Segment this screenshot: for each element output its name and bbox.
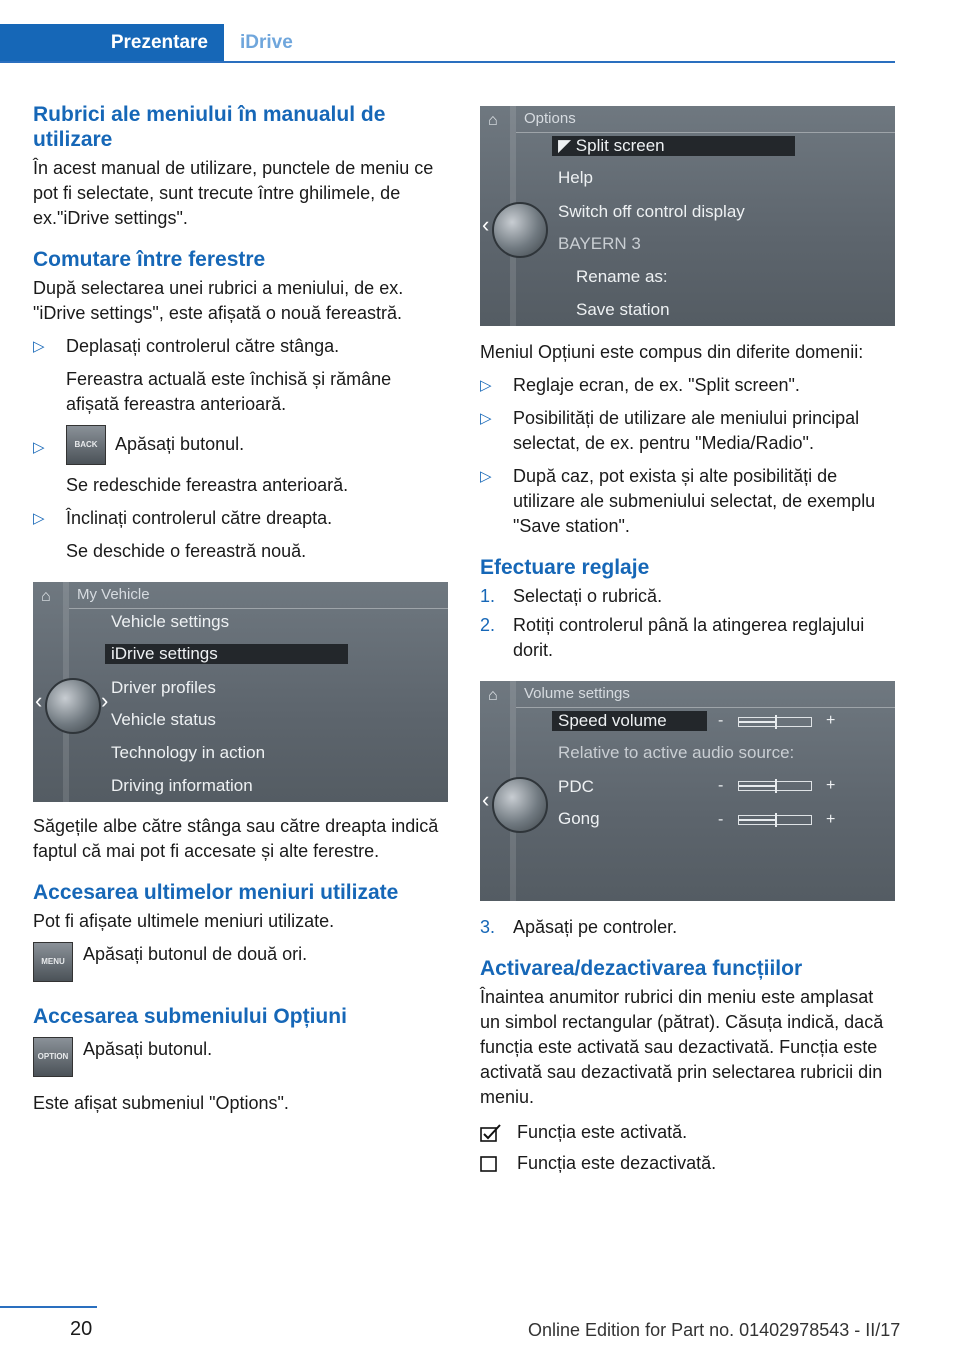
arrow-left-icon: ‹	[35, 688, 43, 713]
controller-knob-icon	[45, 678, 101, 734]
menu-item: Driving information	[111, 776, 253, 795]
home-icon: ⌂	[488, 112, 498, 129]
legend-text: Funcția este activată.	[517, 1122, 688, 1142]
menu-item: Driver profiles	[111, 678, 216, 697]
divider	[516, 132, 895, 133]
bullet-subtext: Fereastra actuală este închisă și rămâne afișată fereastra anterioară.	[66, 369, 392, 414]
right-column	[480, 106, 895, 1176]
step-number: 2.	[480, 615, 496, 635]
bullet-text: Apăsați butonul.	[115, 433, 245, 454]
arrow-left-icon: ‹	[482, 212, 490, 237]
menu-item: Switch off control display	[558, 202, 745, 221]
page-number: 20	[70, 1318, 93, 1340]
arrow-right-icon: ›	[101, 688, 109, 713]
gong-slider	[738, 815, 812, 825]
heading-switch-windows: Comutare între ferestre	[33, 248, 266, 271]
home-icon: ⌂	[41, 588, 51, 605]
screen-volume-settings	[480, 681, 895, 901]
arrow-left-icon: ‹	[482, 787, 490, 812]
paragraph: Meniul Opțiuni este compus din diferite domenii:	[480, 342, 864, 362]
bullet-subtext: Se deschide o fereastră nouă.	[66, 541, 307, 561]
menu-item: Vehicle settings	[111, 612, 230, 631]
tab-idrive[interactable]: iDrive	[240, 32, 293, 53]
checkbox-legend-inactive	[480, 1151, 895, 1176]
screen-title: My Vehicle	[77, 586, 150, 603]
menu-item: Help	[558, 168, 593, 187]
bullet-text: Posibilități de utilizare ale meniului principal selectat, de ex. pentru "Media/Radio".	[513, 408, 860, 453]
menu-item: BAYERN 3	[558, 234, 641, 253]
menu-item: PDC	[558, 777, 594, 796]
bullet-item	[480, 406, 895, 456]
checkbox-legend-active	[480, 1120, 895, 1145]
controller-knob-icon	[492, 777, 548, 833]
divider	[69, 608, 448, 609]
bullet-item	[33, 334, 448, 417]
bullet-text: După caz, pot exista și alte posibilități de utilizare ale submeniului selectat, de exemplu "Save station".	[513, 466, 876, 536]
plus-icon: +	[826, 712, 836, 729]
triangle-bullet-icon: ▷	[33, 510, 45, 527]
screen-my-vehicle	[33, 582, 448, 802]
menu-key-icon: MENU	[33, 942, 73, 982]
plus-icon: +	[826, 811, 836, 828]
checked-box-icon	[480, 1124, 502, 1142]
menu-item-label: Split screen	[575, 136, 665, 155]
option-key-icon: OPTION	[33, 1037, 73, 1077]
plus-icon: +	[826, 777, 836, 794]
heading-last-menus: Accesarea ultimelor meniuri utilizate	[33, 881, 399, 904]
pdc-slider	[738, 781, 812, 791]
menu-item: Technology in action	[111, 743, 266, 762]
controller-knob-icon	[492, 202, 548, 258]
bullet-subtext: Se redeschide fereastra anterioară.	[66, 475, 349, 495]
menu-item-selected: ◤ Split screen	[552, 136, 795, 156]
screen-title: Volume settings	[524, 685, 630, 702]
menu-item: Rename as:	[576, 267, 668, 286]
step-number: 3.	[480, 917, 496, 937]
step-text: Rotiți controlerul până la atingerea reglajului dorit.	[513, 615, 865, 660]
home-icon: ⌂	[488, 687, 498, 704]
menu-item-selected: Speed volume	[552, 711, 707, 731]
step-number: 1.	[480, 586, 496, 606]
paragraph: Săgețile albe către stânga sau către dreapta indică faptul că mai pot fi accesate și alte ferestre.	[33, 816, 439, 861]
divider	[516, 707, 895, 708]
bullet-text: Reglaje ecran, de ex. "Split screen".	[513, 375, 800, 395]
step-text: Apăsați pe controler.	[513, 917, 678, 937]
paragraph: Înaintea anumitor rubrici din meniu este amplasat un simbol rectangular (pătrat). Căsuța indică, dacă funcția este activată sau dezactivată. Funcția este activată sau dezactivată prin selectarea rubricii din meniu.	[480, 987, 884, 1107]
bullet-item	[33, 506, 448, 564]
menu-item-selected: iDrive settings	[105, 644, 348, 664]
menu-item: Vehicle status	[111, 710, 216, 729]
instruction-text: Apăsați butonul de două ori.	[83, 944, 308, 964]
back-key-icon: BACK	[66, 425, 106, 465]
footer-rule	[0, 1306, 97, 1308]
numbered-item	[480, 915, 895, 940]
triangle-bullet-icon: ▷	[33, 439, 45, 456]
left-column	[33, 102, 448, 1116]
paragraph: Este afișat submeniul "Options".	[33, 1093, 289, 1113]
top-tab-bar	[0, 24, 895, 63]
bullet-item	[480, 373, 895, 398]
heading-options-submenu: Accesarea submeniului Opțiuni	[33, 1005, 347, 1028]
legend-text: Funcția este dezactivată.	[517, 1153, 717, 1173]
screen-options	[480, 106, 895, 326]
menu-item: Save station	[576, 300, 670, 319]
menu-item: Gong	[558, 809, 600, 828]
paragraph: După selectarea unei rubrici a meniului, de ex. "iDrive settings", este afișată o nouă fereastră.	[33, 278, 404, 323]
tab-prezentare[interactable]: Prezentare	[0, 24, 224, 61]
key-instruction	[33, 942, 448, 982]
edition-note: Online Edition for Part no. 01402978543 - II/17	[528, 1320, 901, 1340]
triangle-bullet-icon: ▷	[480, 468, 492, 485]
numbered-item	[480, 613, 895, 663]
instruction-text: Apăsați butonul.	[83, 1039, 213, 1059]
bullet-text: Înclinați controlerul către dreapta.	[66, 508, 333, 528]
paragraph: Pot fi afișate ultimele meniuri utilizate.	[33, 911, 335, 931]
bullet-text: Deplasați controlerul către stânga.	[66, 336, 340, 356]
triangle-bullet-icon: ▷	[480, 410, 492, 427]
key-instruction	[33, 1037, 448, 1077]
empty-box-icon	[480, 1155, 502, 1173]
volume-slider	[738, 717, 812, 727]
menu-item: Relative to active audio source:	[558, 743, 795, 762]
minus-icon: -	[718, 712, 724, 729]
minus-icon: -	[718, 777, 724, 794]
heading-menu-items: Rubrici ale meniului în manualul de utilizare	[33, 103, 386, 151]
bullet-item	[480, 464, 895, 539]
step-text: Selectați o rubrică.	[513, 586, 663, 606]
triangle-bullet-icon: ▷	[33, 338, 45, 355]
minus-icon: -	[718, 811, 724, 828]
numbered-item	[480, 584, 895, 609]
screen-title: Options	[524, 110, 576, 127]
bullet-item	[33, 425, 448, 498]
triangle-bullet-icon: ▷	[480, 377, 492, 394]
heading-activate-functions: Activarea/dezactivarea funcțiilor	[480, 957, 803, 980]
heading-adjust: Efectuare reglaje	[480, 556, 650, 579]
paragraph: În acest manual de utilizare, punctele de meniu ce pot fi selectate, sunt trecute între ghilimele, de ex."iDrive settings".	[33, 158, 434, 228]
